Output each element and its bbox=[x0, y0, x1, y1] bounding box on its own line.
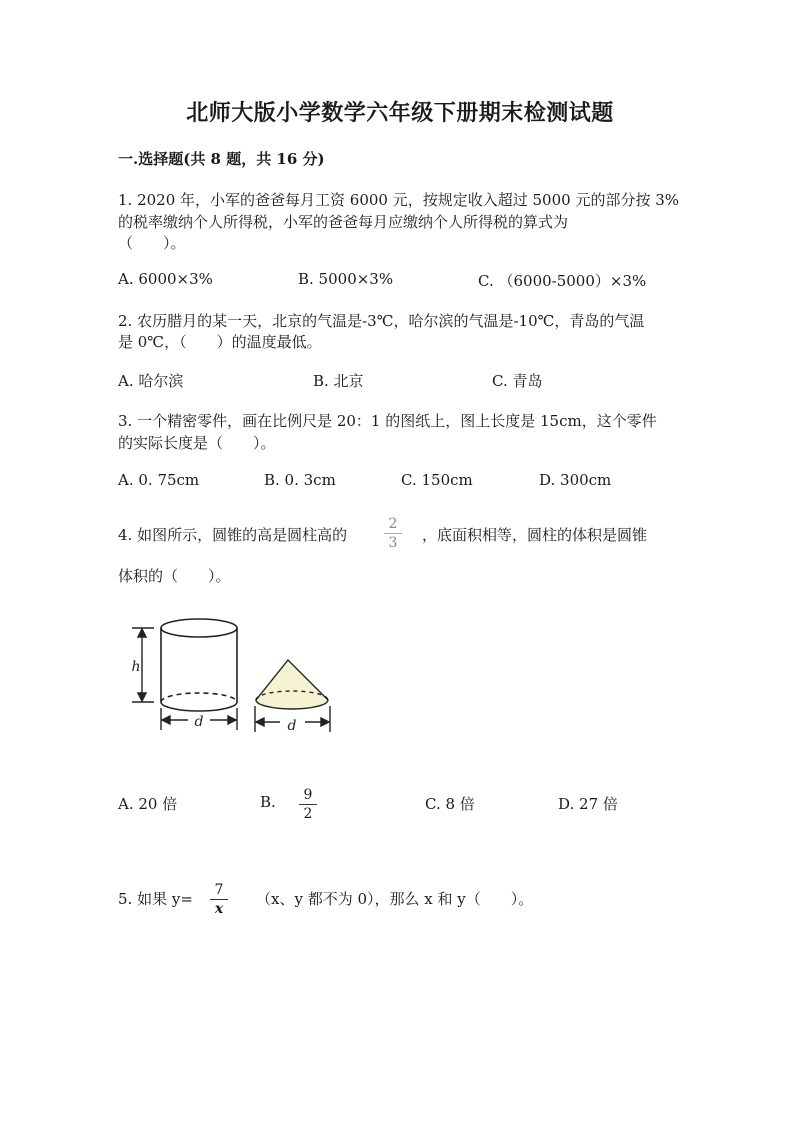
question-1-option-c[interactable]: C. （6000-5000）×3% bbox=[478, 272, 647, 290]
cone-shape bbox=[256, 660, 328, 709]
question-2-line-2: 是 0℃，（ ）的温度最低。 bbox=[118, 333, 322, 351]
question-2-option-b[interactable]: B. 北京 bbox=[313, 372, 364, 390]
question-5-end: （x、y 都不为 0），那么 x 和 y（ ）。 bbox=[256, 890, 534, 908]
question-5-fraction bbox=[207, 882, 231, 917]
option-b-fraction bbox=[296, 787, 320, 822]
fraction-bar bbox=[384, 533, 402, 534]
question-4-option-a[interactable]: A. 20 倍 bbox=[118, 795, 178, 813]
question-5-start: 5. 如果 y= bbox=[118, 890, 193, 908]
question-4-fraction bbox=[381, 516, 405, 551]
fraction-numerator: 9 bbox=[303, 787, 313, 803]
question-3-option-b[interactable]: B. 0. 3cm bbox=[264, 471, 336, 489]
question-4-option-b[interactable]: B. bbox=[260, 793, 276, 811]
question-3-option-c[interactable]: C. 150cm bbox=[401, 471, 473, 489]
fraction-numerator: 7 bbox=[214, 882, 224, 898]
question-4-line-2: 体积的（ ）。 bbox=[118, 567, 231, 585]
fraction-denominator: 2 bbox=[303, 806, 313, 822]
question-1-line-3: （ ）。 bbox=[118, 234, 186, 252]
question-4-line-1-start: 4. 如图所示，圆锥的高是圆柱高的 bbox=[118, 526, 348, 544]
fraction-denominator: 3 bbox=[388, 535, 398, 551]
question-1-option-b[interactable]: B. 5000×3% bbox=[298, 270, 394, 288]
page-title: 北师大版小学数学六年级下册期末检测试题 bbox=[186, 100, 614, 126]
question-3-line-1: 3. 一个精密零件，画在比例尺是 20：1 的图纸上，图上长度是 15cm，这个零件 bbox=[118, 412, 657, 430]
question-4-option-c[interactable]: C. 8 倍 bbox=[425, 795, 475, 813]
cylinder-cone-figure bbox=[120, 610, 350, 740]
height-label: h bbox=[131, 659, 141, 675]
cone-diameter-label: d bbox=[287, 718, 297, 734]
fraction-bar bbox=[299, 804, 317, 805]
question-1-line-2: 的税率缴纳个人所得税，小军的爸爸每月应缴纳个人所得税的算式为 bbox=[118, 213, 569, 231]
section-header: 一.选择题(共 8 题，共 16 分) bbox=[118, 150, 325, 168]
fraction-denominator: x bbox=[214, 901, 224, 917]
question-2-option-a[interactable]: A. 哈尔滨 bbox=[118, 372, 184, 390]
question-4-option-d[interactable]: D. 27 倍 bbox=[558, 795, 618, 813]
cylinder-shape bbox=[161, 619, 237, 711]
fraction-bar bbox=[210, 899, 228, 900]
question-4-line-1-end: ，底面积相等，圆柱的体积是圆锥 bbox=[422, 526, 648, 544]
cylinder-diameter-label: d bbox=[194, 714, 204, 730]
question-3-option-d[interactable]: D. 300cm bbox=[539, 471, 612, 489]
question-2-option-c[interactable]: C. 青岛 bbox=[492, 372, 543, 390]
question-3-line-2: 的实际长度是（ ）。 bbox=[118, 434, 276, 452]
question-3-option-a[interactable]: A. 0. 75cm bbox=[118, 471, 200, 489]
question-1-line-1: 1. 2020 年，小军的爸爸每月工资 6000 元，按规定收入超过 5000 元的部分按 3% bbox=[118, 191, 680, 209]
fraction-numerator: 2 bbox=[388, 516, 398, 532]
question-1-option-a[interactable]: A. 6000×3% bbox=[118, 270, 213, 288]
question-2-line-1: 2. 农历腊月的某一天，北京的气温是-3℃，哈尔滨的气温是-10℃，青岛的气温 bbox=[118, 312, 645, 330]
